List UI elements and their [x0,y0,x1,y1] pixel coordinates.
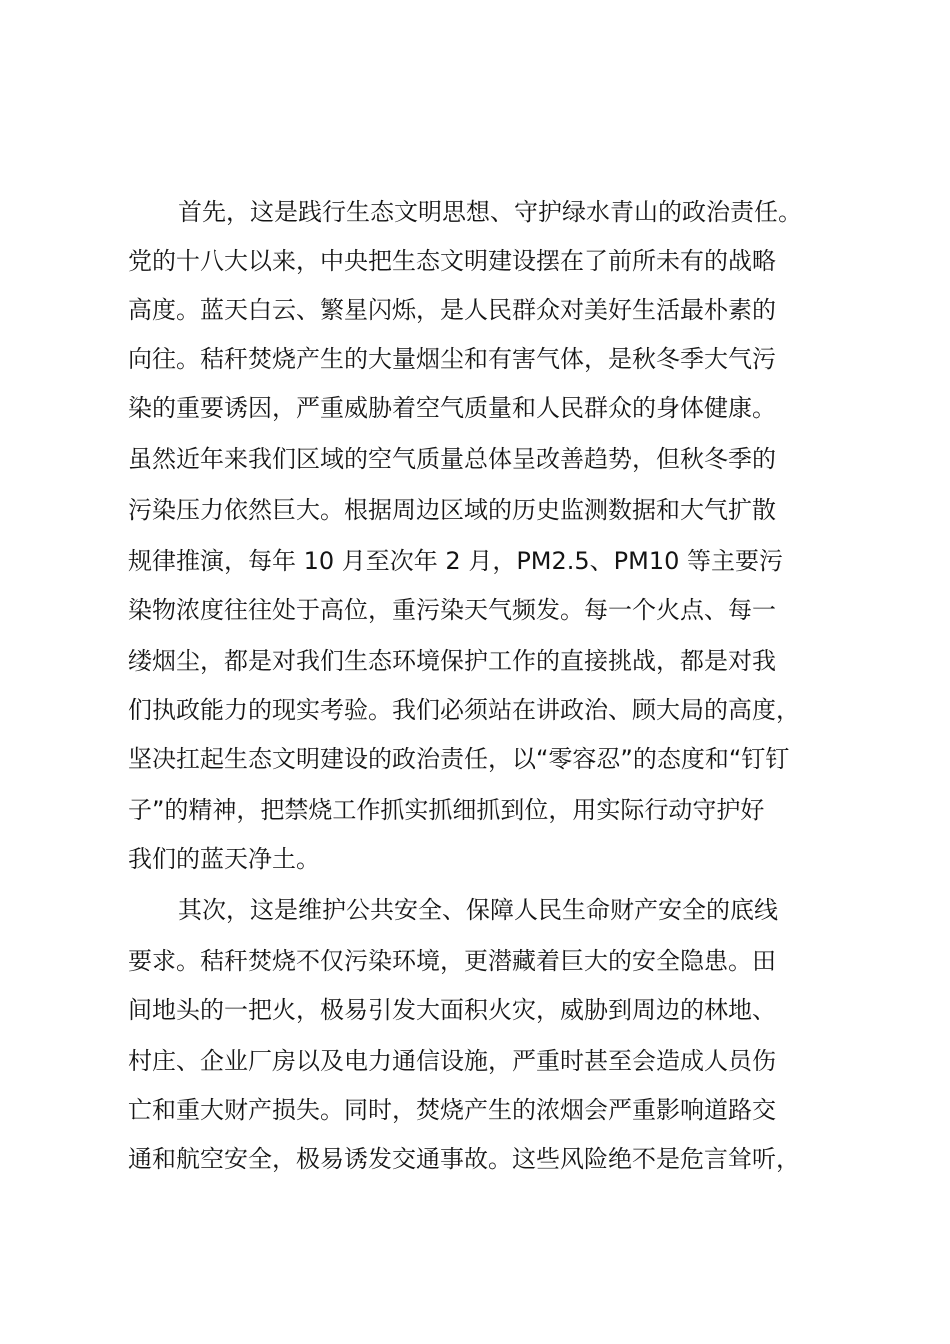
paragraph-2-line-1: 其次，这是维护公共安全、保障人民生命财产安全的底线 [178,896,778,924]
paragraph-1-line-6: 虽然近年来我们区域的空气质量总体呈改善趋势，但秋冬季的 [128,445,776,473]
paragraph-1-line-8: 规律推演，每年 10 月至次年 2 月，PM2.5、PM10 等主要污 [128,547,784,575]
paragraph-1-line-11: 们执政能力的现实考验。我们必须站在讲政治、顾大局的高度， [128,696,800,724]
paragraph-2-line-2: 要求。秸秆焚烧不仅污染环境，更潜藏着巨大的安全隐患。田 [128,947,776,975]
paragraph-1-line-3: 高度。蓝天白云、繁星闪烁，是人民群众对美好生活最朴素的 [128,296,776,324]
paragraph-1-line-5: 染的重要诱因，严重威胁着空气质量和人民群众的身体健康。 [128,394,776,422]
paragraph-1-line-1: 首先，这是践行生态文明思想、守护绿水青山的政治责任。 [178,198,802,226]
paragraph-1-line-14: 我们的蓝天净土。 [128,845,320,873]
paragraph-1-line-7: 污染压力依然巨大。根据周边区域的历史监测数据和大气扩散 [128,496,776,524]
paragraph-1-line-10: 缕烟尘，都是对我们生态环境保护工作的直接挑战，都是对我 [128,647,776,675]
paragraph-2-line-4: 村庄、企业厂房以及电力通信设施，严重时甚至会造成人员伤 [128,1047,776,1075]
paragraph-2-line-3: 间地头的一把火，极易引发大面积火灾，威胁到周边的林地、 [128,996,776,1024]
paragraph-1-line-12: 坚决扛起生态文明建设的政治责任，以“零容忍”的态度和“钉钉 [128,745,790,773]
paragraph-1-line-13: 子”的精神，把禁烧工作抓实抓细抓到位，用实际行动守护好 [128,796,765,824]
paragraph-1-line-2: 党的十八大以来，中央把生态文明建设摆在了前所未有的战略 [128,247,776,275]
paragraph-2-line-6: 通和航空安全，极易诱发交通事故。这些风险绝不是危言耸听， [128,1145,800,1173]
paragraph-1-line-4: 向往。秸秆焚烧产生的大量烟尘和有害气体，是秋冬季大气污 [128,345,776,373]
paragraph-1-line-9: 染物浓度往往处于高位，重污染天气频发。每一个火点、每一 [128,596,776,624]
paragraph-2-line-5: 亡和重大财产损失。同时，焚烧产生的浓烟会严重影响道路交 [128,1096,776,1124]
